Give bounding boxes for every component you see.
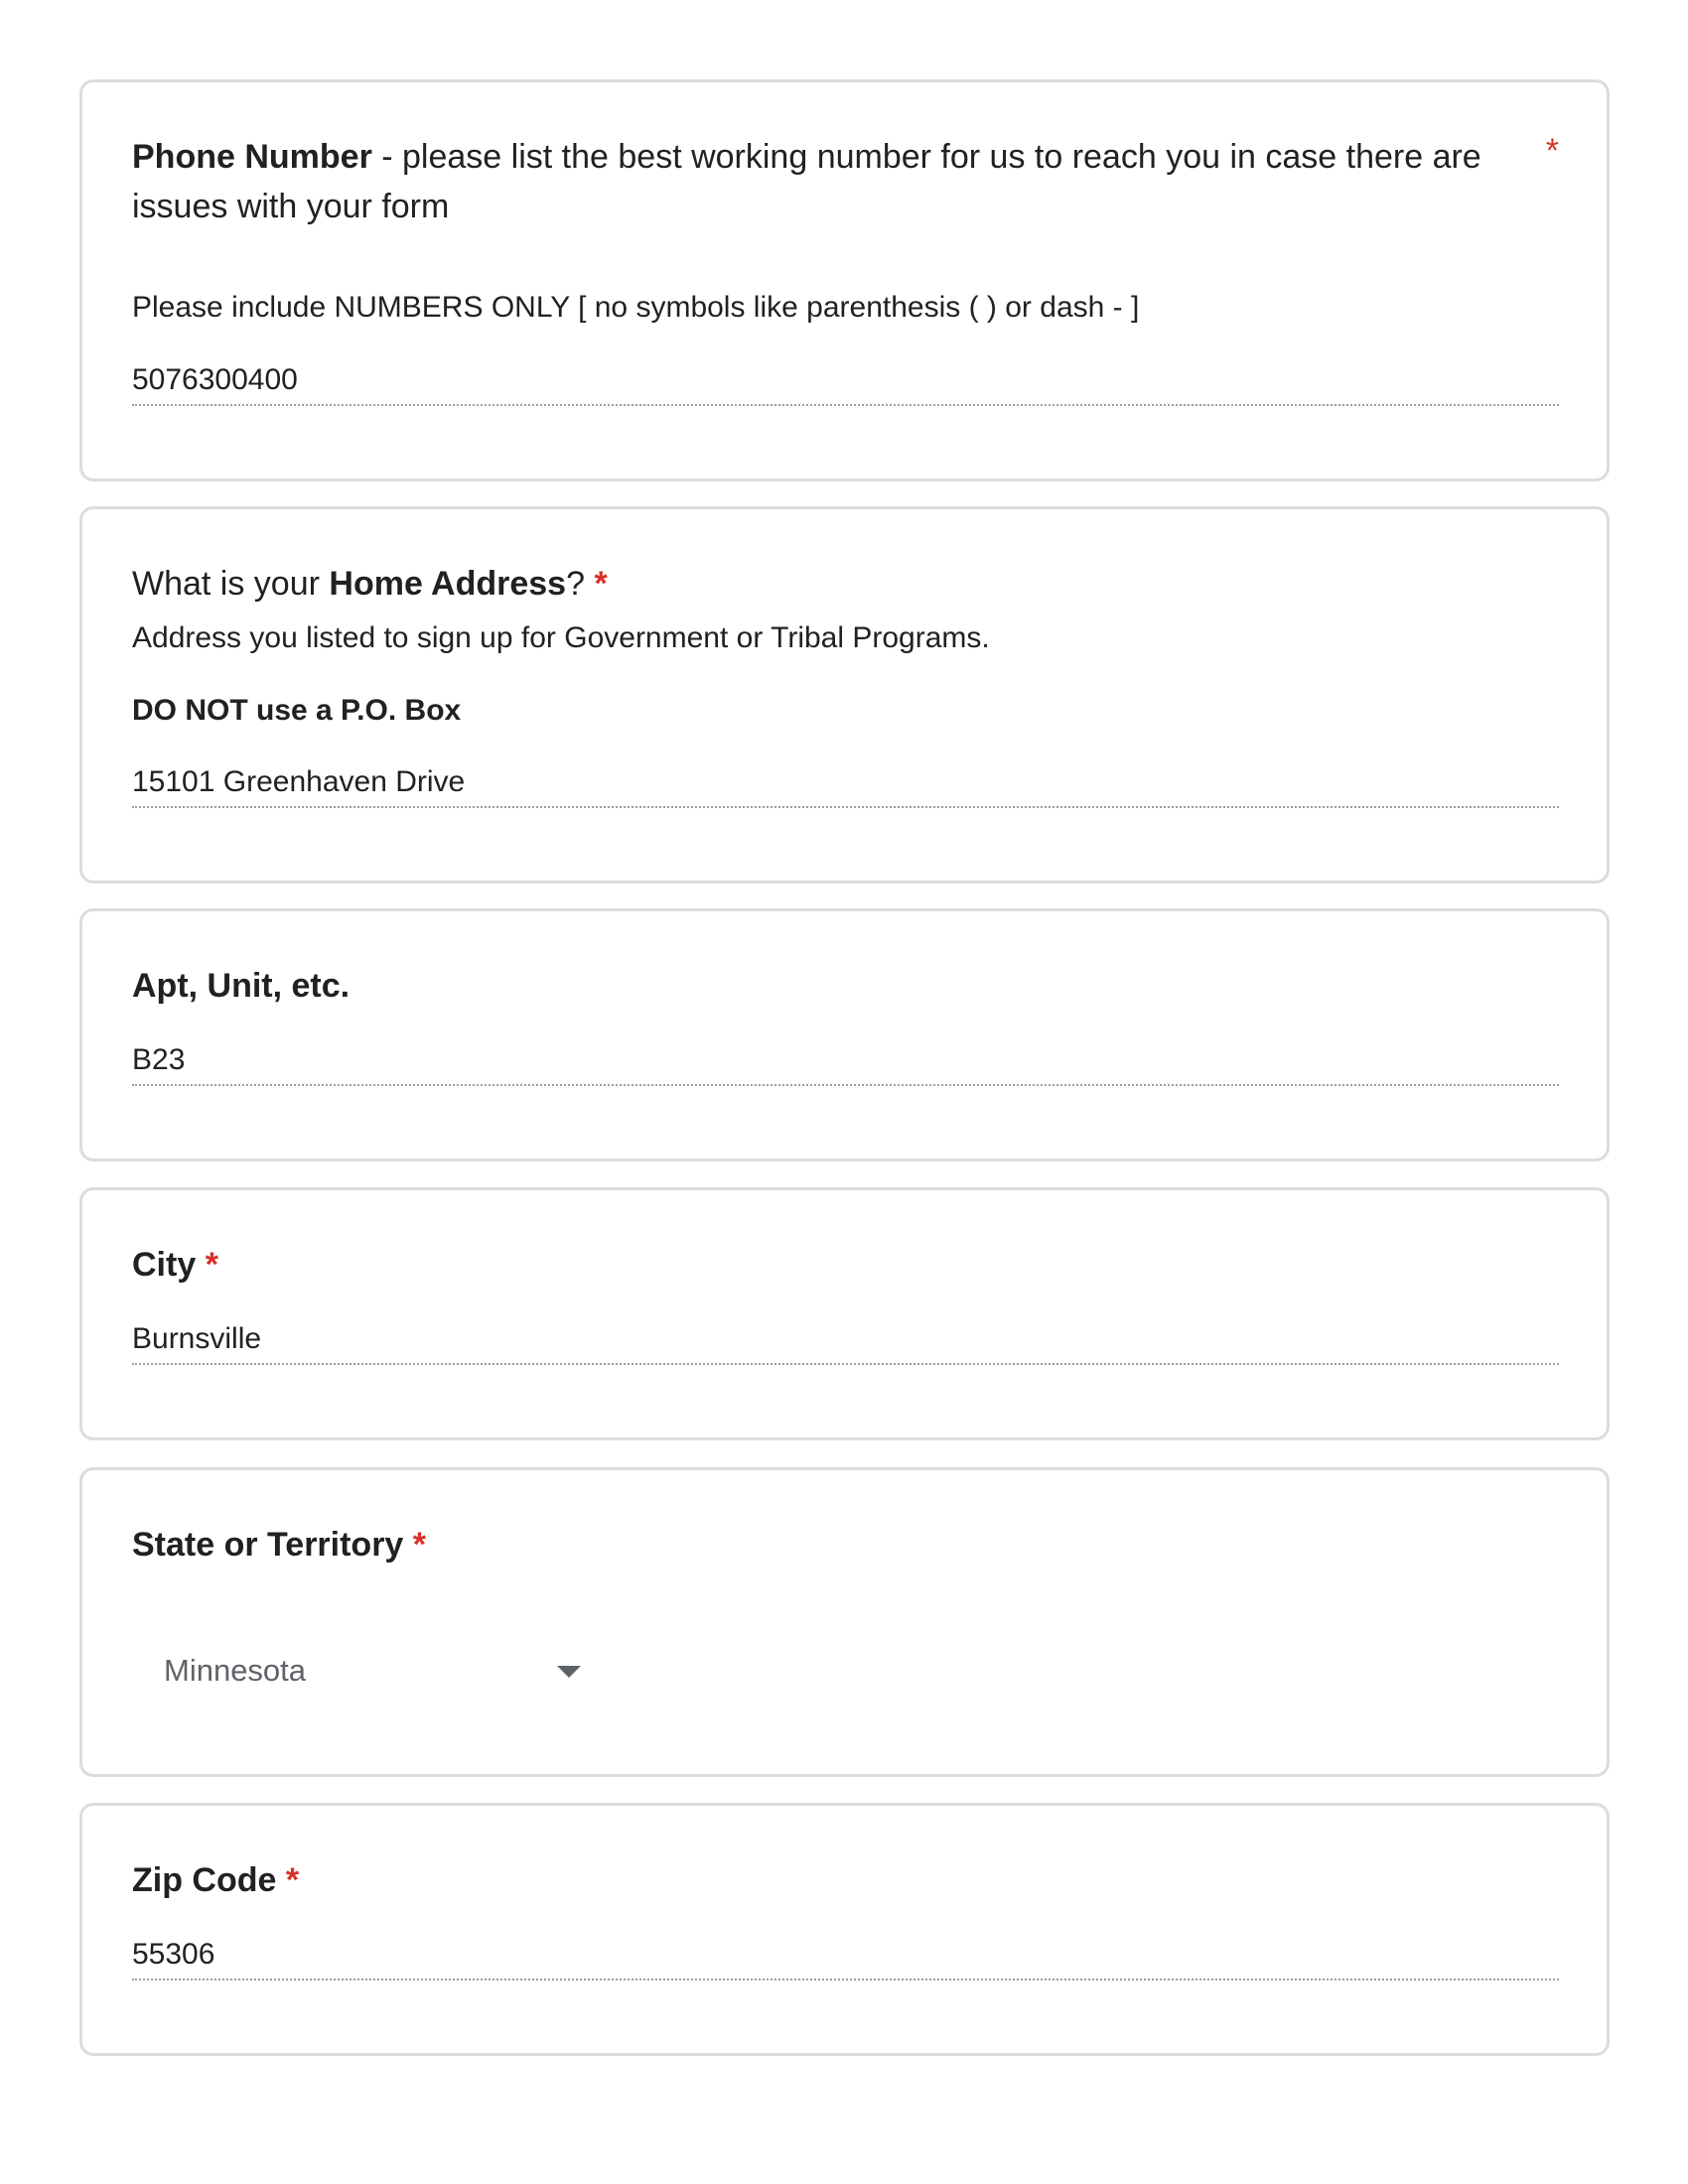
address-description: Address you listed to sign up for Government or Tribal Programs. — [132, 621, 990, 654]
phone-description: Please include NUMBERS ONLY [ no symbols like parenthesis ( ) or dash - ] — [132, 291, 1140, 324]
apt-input[interactable]: B23 — [132, 1040, 1559, 1086]
phone-input[interactable]: 5076300400 — [132, 360, 1559, 406]
phone-title-bold: Phone Number — [132, 138, 372, 176]
city-question-title — [132, 1240, 218, 1290]
state-selected-value: Minnesota — [164, 1653, 307, 1688]
zip-question-card — [79, 1803, 1610, 2056]
apt-question-card — [79, 908, 1610, 1161]
address-title-pre: What is your — [132, 565, 330, 603]
state-dropdown[interactable] — [164, 1646, 581, 1696]
zip-required-asterisk: * — [285, 1861, 300, 1899]
city-title: City — [132, 1246, 197, 1284]
address-po-box-note: DO NOT use a P.O. Box — [132, 694, 462, 727]
city-input[interactable]: Burnsville — [132, 1319, 1559, 1365]
apt-title: Apt, Unit, etc. — [132, 967, 351, 1005]
phone-required-asterisk: * — [1545, 132, 1559, 170]
address-title-bold: Home Address — [329, 565, 567, 603]
phone-question-title — [132, 132, 1502, 231]
city-question-card — [79, 1187, 1610, 1440]
city-required-asterisk: * — [205, 1246, 218, 1284]
zip-input[interactable]: 55306 — [132, 1935, 1559, 1980]
address-question-title — [132, 559, 608, 609]
address-title-post: ? — [566, 565, 586, 603]
state-question-card — [79, 1467, 1610, 1777]
phone-title-rest: - please list the best working number for us to reach you in case there are issues with your form — [132, 138, 1481, 225]
address-required-asterisk: * — [594, 565, 608, 603]
phone-question-card — [79, 79, 1610, 481]
address-input[interactable]: 15101 Greenhaven Drive — [132, 762, 1559, 808]
zip-question-title — [132, 1855, 299, 1905]
address-question-card — [79, 506, 1610, 884]
apt-question-title — [132, 961, 350, 1011]
state-question-title — [132, 1520, 426, 1570]
dropdown-arrow-icon — [557, 1666, 581, 1678]
state-title: State or Territory — [132, 1526, 404, 1564]
state-required-asterisk: * — [412, 1526, 427, 1564]
zip-title: Zip Code — [132, 1861, 277, 1899]
